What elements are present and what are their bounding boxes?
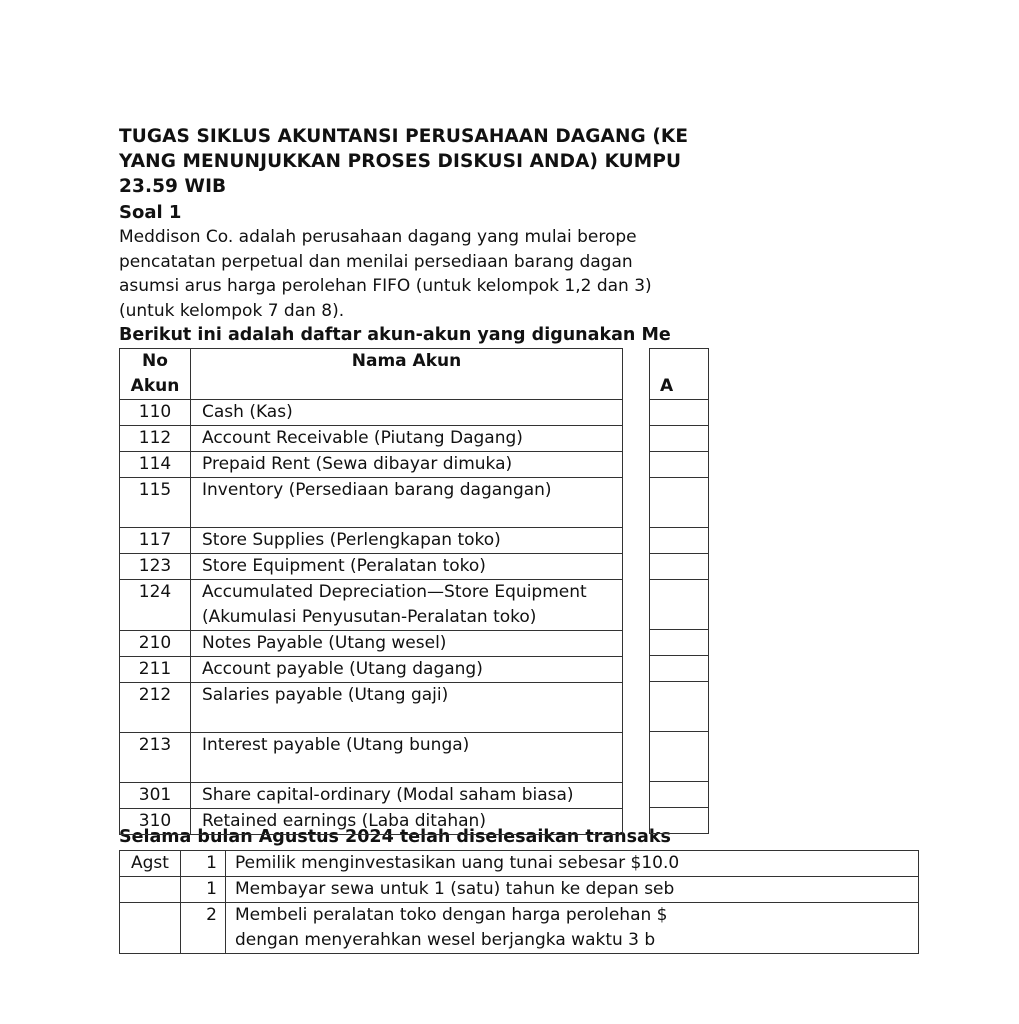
right-row [650,682,709,732]
account-row [120,528,623,554]
right-row [650,580,709,630]
transaction-month: Agst [120,851,181,877]
accounts-header-row [120,349,623,400]
transaction-description [226,903,919,954]
account-row [120,809,623,835]
problem-paragraph [119,225,1019,323]
transactions-table-body [120,851,919,954]
right-cell [650,400,709,426]
transactions-intro: Selama bulan Agustus 2024 telah diselesaikan transaks [119,827,671,847]
transaction-row [120,903,919,954]
account-number: 112 [120,426,191,452]
transaction-description [226,851,919,877]
account-number: 310 [120,809,191,835]
right-cell [650,580,709,630]
right-row [650,656,709,682]
accounts-table-body [120,400,623,835]
account-name: Account payable (Utang dagang) [202,659,483,679]
right-cell [650,732,709,782]
right-cell [650,682,709,732]
account-row [120,683,623,733]
right-header-cell: A [650,349,709,400]
soal-heading: Soal 1 [119,202,182,223]
account-name: Store Supplies (Perlengkapan toko) [202,530,501,550]
account-number: 212 [120,683,191,733]
right-cell [650,452,709,478]
account-name-cell [191,809,623,835]
right-cell [650,554,709,580]
right-header-row [650,349,709,400]
account-number: 114 [120,452,191,478]
account-name-cell [191,733,623,783]
account-row [120,657,623,683]
transaction-month [120,877,181,903]
paragraph-line: Meddison Co. adalah perusahaan dagang yang mulai berope [119,227,637,247]
title-line: TUGAS SIKLUS AKUNTANSI PERUSAHAAN DAGANG (KE [119,126,689,147]
transaction-text: Pemilik menginvestasikan uang tunai sebesar $10.0 [235,853,680,873]
transaction-day: 1 [181,851,226,877]
right-row [650,528,709,554]
accounts-section [119,348,1019,831]
header-no-akun: No Akun [120,349,191,400]
account-name: Store Equipment (Peralatan toko) [202,556,486,576]
title-line: 23.59 WIB [119,176,227,197]
account-row [120,733,623,783]
account-row [120,452,623,478]
accounts-right-table [649,348,709,834]
right-cell [650,656,709,682]
transaction-month [120,903,181,954]
transaction-day: 1 [181,877,226,903]
account-name: Share capital-ordinary (Modal saham biasa) [202,785,574,805]
right-row [650,478,709,528]
account-number: 115 [120,478,191,528]
account-row [120,631,623,657]
account-name: Cash (Kas) [202,402,293,422]
right-row [650,732,709,782]
account-name-cell [191,783,623,809]
account-number: 213 [120,733,191,783]
account-number: 211 [120,657,191,683]
transaction-day: 2 [181,903,226,954]
account-name: Notes Payable (Utang wesel) [202,633,447,653]
transaction-row [120,851,919,877]
transaction-text: Membeli peralatan toko dengan harga perolehan $ [235,905,668,925]
header-nama-akun: Nama Akun [191,349,623,400]
account-name-cell [191,528,623,554]
right-cell [650,426,709,452]
account-name-cell [191,478,623,528]
account-name-cell [191,580,623,631]
account-number: 117 [120,528,191,554]
account-number: 110 [120,400,191,426]
transaction-text-line2: dengan menyerahkan wesel berjangka waktu 3 b [235,930,656,950]
account-name-cell [191,554,623,580]
account-name: Retained earnings (Laba ditahan) [202,811,486,831]
right-row [650,808,709,834]
right-cell [650,630,709,656]
account-name-cell [191,426,623,452]
right-row [650,630,709,656]
account-name-cell [191,657,623,683]
account-name: Inventory (Persediaan barang dagangan) [202,480,552,500]
account-name-cell [191,400,623,426]
account-row [120,478,623,528]
account-name: Prepaid Rent (Sewa dibayar dimuka) [202,454,513,474]
account-number: 124 [120,580,191,631]
paragraph-line: asumsi arus harga perolehan FIFO (untuk kelompok 1,2 dan 3) [119,276,652,296]
right-cell [650,808,709,834]
account-name: Accumulated Depreciation—Store Equipment [202,582,587,602]
account-name-cell [191,683,623,733]
account-name-line2: (Akumulasi Penyusutan-Peralatan toko) [202,607,537,627]
account-name-cell [191,631,623,657]
account-number: 123 [120,554,191,580]
account-name: Interest payable (Utang bunga) [202,735,470,755]
title-line: YANG MENUNJUKKAN PROSES DISKUSI ANDA) KUMPU [119,151,682,172]
right-row [650,782,709,808]
account-number: 210 [120,631,191,657]
transaction-description [226,877,919,903]
account-row [120,580,623,631]
right-table-body [650,400,709,834]
account-name: Salaries payable (Utang gaji) [202,685,449,705]
right-row [650,400,709,426]
assignment-title [119,124,1019,199]
transactions-table [119,850,919,954]
transaction-text: Membayar sewa untuk 1 (satu) tahun ke depan seb [235,879,675,899]
accounts-intro: Berikut ini adalah daftar akun-akun yang digunakan Me [119,325,671,345]
account-row [120,400,623,426]
account-name-cell [191,452,623,478]
right-row [650,452,709,478]
right-row [650,426,709,452]
right-cell [650,478,709,528]
paragraph-line: (untuk kelompok 7 dan 8). [119,300,345,321]
account-row [120,554,623,580]
transaction-row [120,877,919,903]
account-row [120,783,623,809]
right-row [650,554,709,580]
right-cell [650,782,709,808]
account-number: 301 [120,783,191,809]
account-name: Account Receivable (Piutang Dagang) [202,428,523,448]
right-cell [650,528,709,554]
document-page [119,124,689,950]
accounts-table [119,348,623,835]
paragraph-line: pencatatan perpetual dan menilai persediaan barang dagan [119,251,633,272]
account-row [120,426,623,452]
